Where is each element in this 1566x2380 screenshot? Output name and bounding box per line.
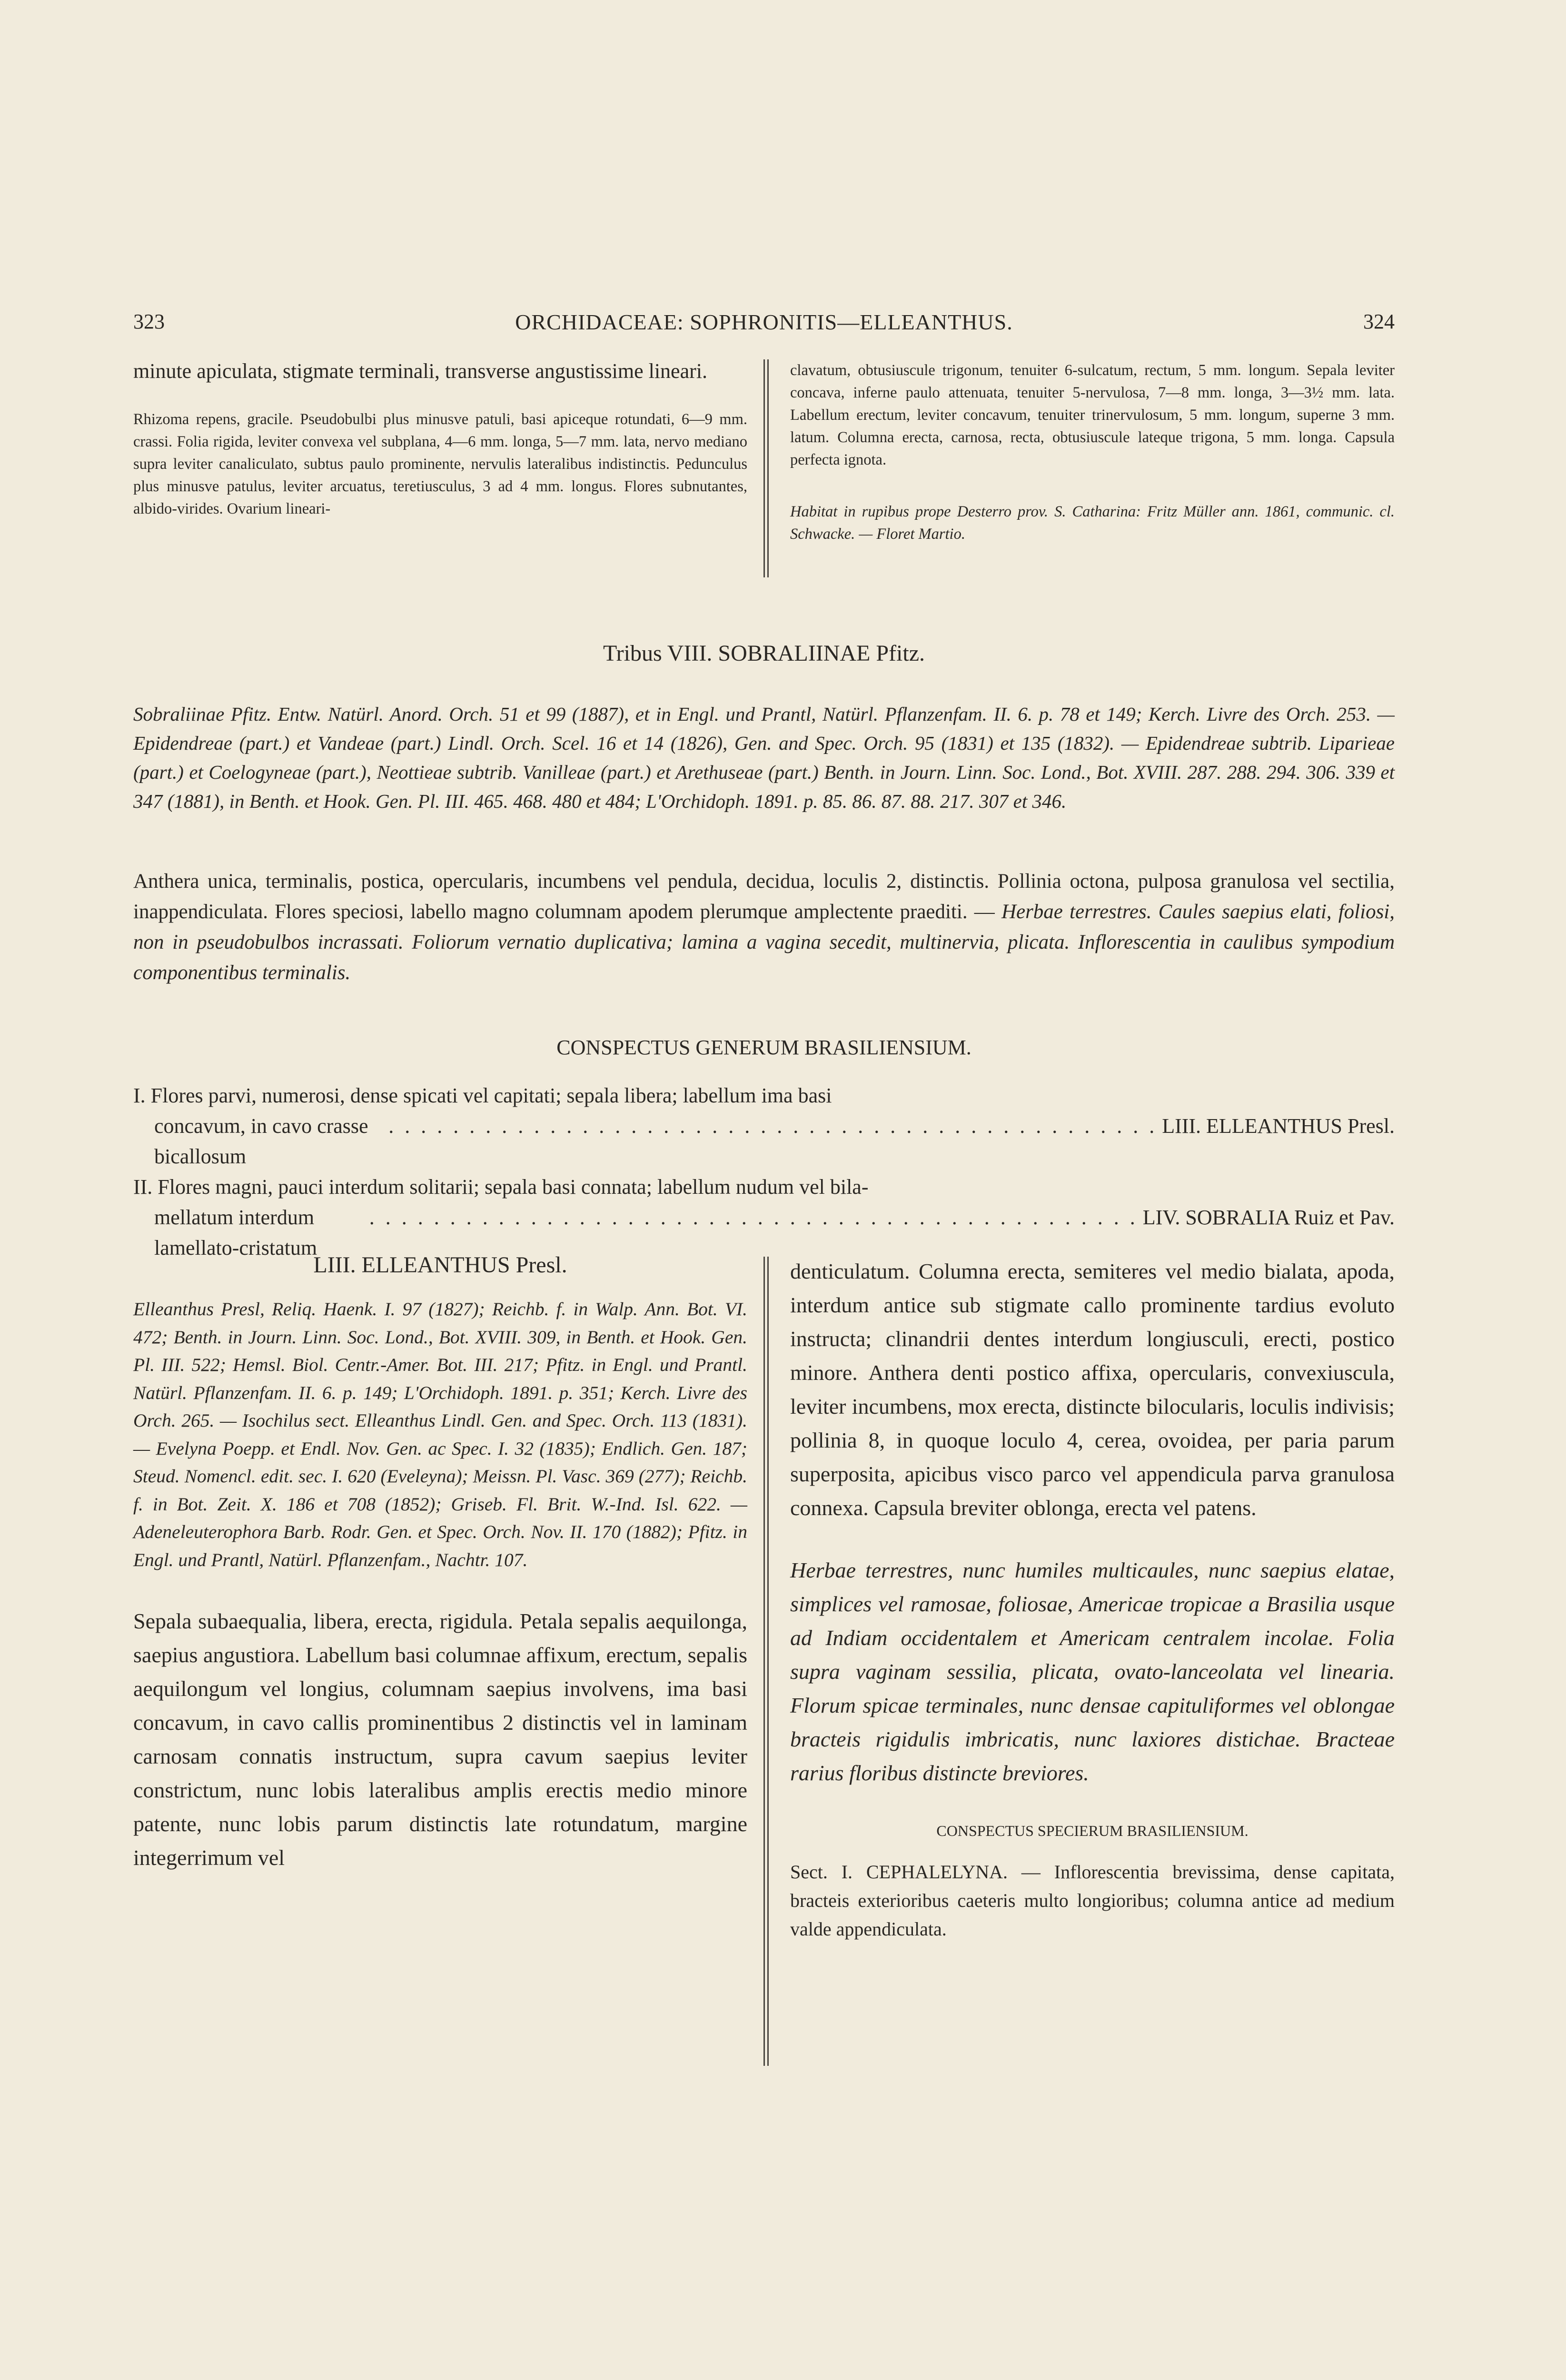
genus-synonymy: Elleanthus Presl, Reliq. Haenk. I. 97 (1827); Reichb. f. in Walp. Ann. Bot. VI. 472; Benth. in Journ. Linn. Soc. Lond., Bot. XVIII. 309, in Benth. et Hook. Gen. Pl. III. 522; Hemsl. Biol. Centr.-Amer. Bot. III. 217; Pfitz. in Engl. und Prantl. Natürl. Pflanzenfam. II. 6. p. 149; L'Orchidoph. 1891. p. 351; Kerch. Livre des Orch. 265. — Isochilus sect. Elleanthus Lindl. Gen. and Spec. Orch. 113 (1831). — Evelyna Poepp. et Endl. Nov. Gen. ac Spec. I. 32 (1835); Endlich. Gen. 187; Steud. Nomencl. edit. sec. I. 620 (Eveleyna); Meissn. Pl. Vasc. 369 (277); Reichb. f. in Bot. Zeit. X. 186 et 708 (1852); Griseb. Fl. Brit. W.-Ind. Isl. 622. — Adeneleuterophora Barb. Rodr. Gen. et Spec. Orch. Nov. II. 170 (1882); Pfitz. in Engl. und Prantl, Natürl. Pflanzenfam., Nachtr. 107. (133, 1299, 747, 1570)
conspectus-key (133, 1081, 1395, 1263)
tribus-description (133, 866, 1395, 988)
column-divider-bottom (763, 1257, 765, 2066)
page-number-left: 323 (133, 310, 165, 333)
page-number-right: 324 (1363, 310, 1395, 333)
running-header (133, 309, 1395, 347)
habitat-note: Habitat in rupibus prope Desterro prov. S. Catharina: Fritz Müller ann. 1861, communic. cl. Schwacke. — Floret Martio. (790, 503, 1395, 543)
genus-habit: Herbae terrestres, nunc humiles multicaules, nunc saepius elatae, simplices vel ramosae, foliosae, Americae tropicae a Brasilia usque ad Indiam occidentalem et Americam centralem incolae. Folia supra vaginam sessilia, plicata, ovato-lanceolata vel linearia. Florum spicae terminales, nunc densae capituliformes vel oblongae bracteis rigidulis imbricatis, nunc laxiores distichae. Bracteae rarius floribus distincte breviores. (790, 1558, 1395, 1785)
conspectus-heading: CONSPECTUS GENERUM BRASILIENSIUM. (556, 1036, 971, 1059)
genus-heading: LIII. ELLEANTHUS Presl. (313, 1252, 567, 1278)
key-item-2-line1: II. Flores magni, pauci interdum solitarii; sepala basi connata; labellum nudum vel bila- (133, 1175, 869, 1199)
genus-right-column (790, 1254, 1395, 1944)
tribus-description-roman: Anthera unica, terminalis, postica, opercularis, incumbens vel pendula, decidua, loculis 2, distinctis. Pollinia octona, pulposa granulosa vel sectilia, inappendiculata. Flores speciosi, labello magno columnam apodem plerumque amplectente praediti. — (133, 870, 1395, 923)
tribus-synonymy: Sobraliinae Pfitz. Entw. Natürl. Anord. Orch. 51 et 99 (1887), et in Engl. und Prantl, Natürl. Pflanzenfam. II. 6. p. 78 et 149; Kerch. Livre des Orch. 253. — Epidendreae (part.) et Vandeae (part.) Lindl. Orch. Scel. 16 et 14 (1826), Gen. and Spec. Orch. 95 (1831) et 135 (1832). — Epidendreae subtrib. Liparieae (part.) et Coelogyneae (part.), Neottieae subtrib. Vanilleae (part.) et Arethuseae (part.) Benth. in Journ. Linn. Soc. Lond., Bot. XVIII. 287. 288. 294. 306. 339 et 347 (1881), in Benth. et Hook. Gen. Pl. III. 465. 468. 480 et 484; L'Orchidoph. 1891. p. 85. 86. 87. 88. 217. 307 et 346. (133, 703, 1395, 812)
key-item-2 (133, 1172, 1395, 1263)
key-item-1-line1: I. Flores parvi, numerosi, dense spicati vel capitati; sepala libera; labellum ima basi (133, 1084, 832, 1107)
tribus-heading: Tribus VIII. SOBRALIINAE Pfitz. (603, 641, 925, 666)
tribus-synonymy-block (133, 700, 1395, 816)
leader-dots: . . . . . . . . . . . . . . . . . . . . . . . . . . . . . . . . . . . . . . . . . . . . . . . . (369, 1206, 1138, 1229)
key-item-1-leader (133, 1111, 1395, 1172)
leader-dots: . . . . . . . . . . . . . . . . . . . . . . . . . . . . . . . . . . . . . . . . . . . . . . . . (388, 1114, 1158, 1138)
species-description-part2: clavatum, obtusiuscule trigonum, tenuiter 6-sulcatum, rectum, 5 mm. longum. Sepala leviter concava, inferne paulo attenuata, tenuiter 5-nervulosa, 7—8 mm. longa, 3—3½ mm. lata. Labellum erectum, leviter concavum, tenuiter trinervulosum, 5 mm. longum, superne 3 mm. latum. Columna erecta, carnosa, recta, obtusiuscule lateque trigona, 5 mm. longa. Capsula perfecta ignota. (790, 362, 1395, 468)
key-item-2-line2: mellatum interdum lamellato-cristatum (154, 1206, 317, 1259)
tribus-description-block (133, 866, 1395, 988)
column-divider-top (763, 359, 765, 577)
key-item-1-result: LIII. ELLEANTHUS Presl. (1162, 1114, 1395, 1138)
top-left-column (133, 357, 747, 520)
species-description-part1: Rhizoma repens, gracile. Pseudobulbi plus minusve patuli, basi apiceque rotundati, 6—9 mm. crassi. Folia rigida, leviter convexa vel subplana, 4—6 mm. longa, 5—7 mm. lata, nervo mediano supra leviter canaliculato, subtus paulo prominente, nervulis lateralibus indistinctis. Pedunculus plus minusve patulus, leviter arcuatus, teretiusculus, 3 ad 4 mm. longus. Flores subnutantes, albido-virides. Ovarium lineari- (133, 411, 747, 517)
genus-left-column (133, 1252, 747, 1874)
top-right-column (790, 359, 1395, 545)
key-item-2-result: LIV. SOBRALIA Ruiz et Pav. (1142, 1206, 1395, 1229)
running-title: ORCHIDACEAE: SOPHRONITIS—ELLEANTHUS. (515, 310, 1013, 334)
column-divider-top-2 (767, 359, 769, 577)
key-item-1 (133, 1081, 1395, 1172)
column-divider-bottom-2 (767, 1257, 769, 2066)
genus-description-left: Sepala subaequalia, libera, erecta, rigidula. Petala sepalis aequilonga, saepius angustiora. Labellum basi columnae affixum, erectum, sepalis aequilongum vel longius, columnam saepius involvens, ima basi concavum, in cavo callis prominentibus 2 distinctis vel in laminam carnosam connatis instructum, supra cavum saepius leviter constrictum, nunc lobis lateralibus amplis erectis medio minore patente, nunc lobis parum distinctis late rotundatum, margine integerrimum vel (133, 1609, 747, 1870)
genus-description-right: denticulatum. Columna erecta, semiteres vel medio bialata, apoda, interdum antice sub stigmate callo prominente tardius evoluto instructa; clinandrii dentes interdum longiusculi, erecti, postico minore. Anthera denti postico affixa, opercularis, convexiuscula, leviter incumbens, mox erecta, distincte bilocularis, loculis indivisis; pollinia 8, in quoque loculo 4, cerea, ovoidea, per paria parum superposita, apicibus visco parco vel appendicula parva granulosa connexa. Capsula breviter oblonga, erecta vel patens. (790, 1259, 1395, 1520)
stigma-description: minute apiculata, stigmate terminali, transverse angustissime lineari. (133, 359, 707, 383)
section-1-description: Sect. I. CEPHALELYNA. — Inflorescentia brevissima, dense capitata, bracteis exterioribus caeteris multo longioribus; columna antice ad medium valde appendiculata. (790, 1861, 1395, 1940)
key-item-1-line2: concavum, in cavo crasse bicallosum (154, 1114, 368, 1168)
species-conspectus-heading: CONSPECTUS SPECIERUM BRASILIENSIUM. (936, 1822, 1249, 1839)
tribus-description-italic: Herbae terrestres. Caules saepius elati, foliosi, non in pseudobulbos incrassati. Foliorum vernatio duplicativa; lamina a vagina secedit, multinervia, plicata. Inflorescentia in caulibus sympodium componentibus terminalis. (133, 901, 1395, 984)
